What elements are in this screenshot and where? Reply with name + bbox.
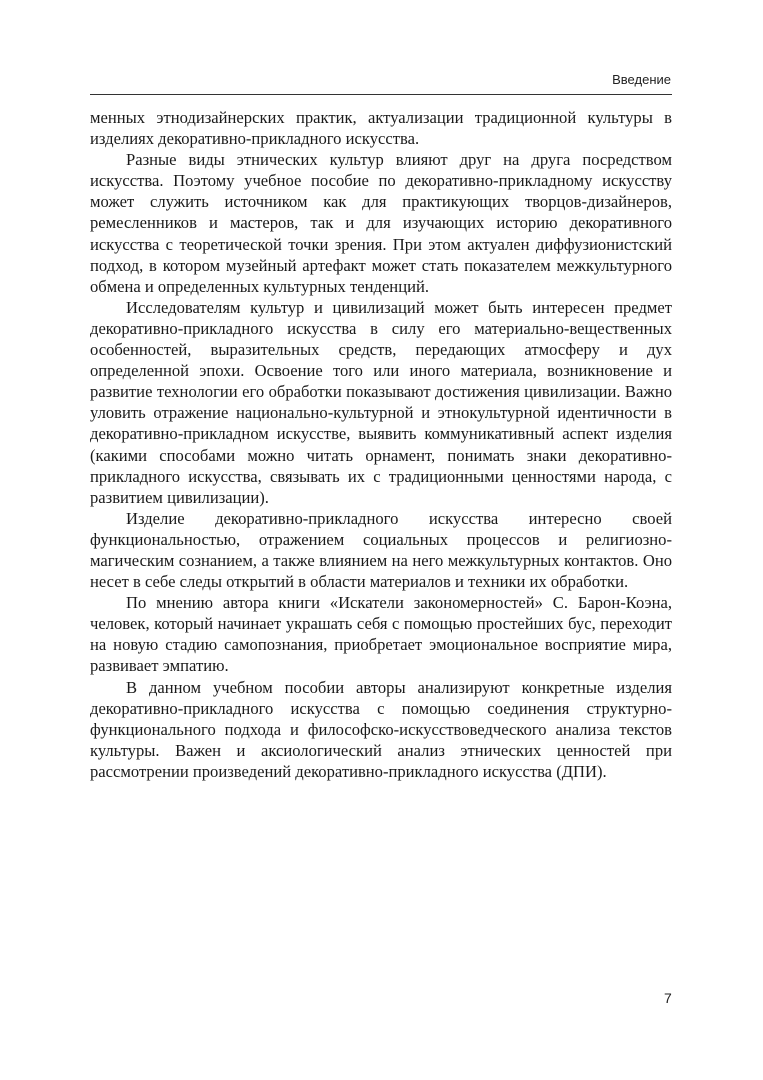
- paragraph-2: Разные виды этнических культур влияют друг на друга посредством искусства. Поэтому учебное пособие по декоративно-прикладному искусству может служить источником как для практикующих творцов-дизайнеров, ремесленников и мастеров, так и для изучающих историю декоративного искусства с теоретической точки зрения. При этом актуален диффузионистский подход, в котором музейный артефакт может стать показателем межкультурного обмена и определенных культурных тенденций.: [90, 150, 672, 296]
- body-text: [90, 107, 672, 782]
- paragraph-3: Исследователям культур и цивилизаций может быть интересен предмет декоративно-прикладного искусства в силу его материально-вещественных особенностей, выразительных средств, передающих атмосферу и дух определенной эпохи. Освоение того или иного материала, возникновение и развитие технологии его обработки показывают достижения цивилизации. Важно уловить отражение национально-культурной и этнокультурной идентичности в декоративно-прикладном искусстве, выявить коммуникативный аспект изделия (какими способами можно читать орнамент, понимать знаки декоративно-прикладного искусства, связывать их с традиционными ценностями народа, с развитием цивилизации).: [90, 297, 672, 507]
- paragraph-1: менных этнодизайнерских практик, актуализации традиционной культуры в изделиях декоративно-прикладного искусства.: [90, 108, 672, 149]
- paragraph-6: В данном учебном пособии авторы анализируют конкретные изделия декоративно-прикладного искусства с помощью соединения структурно-функционального подхода и философско-искусствоведческого анализа текстов культуры. Важен и аксиологический анализ этнических ценностей при рассмотрении произведений декоративно-прикладного искусства (ДПИ).: [90, 677, 672, 781]
- section-title: Введение: [612, 72, 671, 87]
- page-number: 7: [664, 990, 672, 1006]
- running-header: [90, 72, 672, 95]
- paragraph-5: По мнению автора книги «Искатели закономерностей» С. Барон-Коэна, человек, который начинает украшать себя с помощью простейших бус, переходит на новую стадию самопознания, приобретает эмоциональное восприятие мира, развивает эмпатию.: [90, 593, 672, 676]
- paragraph-4: Изделие декоративно-прикладного искусства интересно своей функциональностью, отражением социальных процессов и религиозно-магическим сознанием, а также влиянием на него межкультурных контактов. Оно несет в себе следы открытий в области материалов и техники их обработки.: [90, 508, 672, 592]
